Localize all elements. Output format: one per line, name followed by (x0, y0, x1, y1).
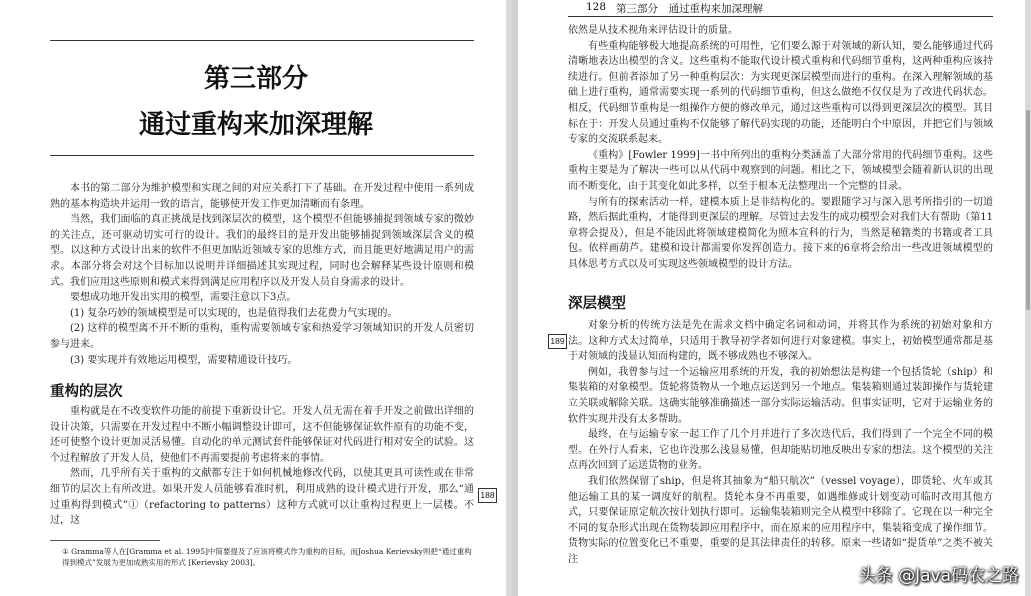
section-heading: 深层模型 (568, 296, 626, 312)
running-head-title: 第三部分 通过重构来加深理解 (616, 3, 763, 15)
right-scrollbar-thumb[interactable] (1026, 110, 1030, 310)
margin-page-marker: 188 (478, 488, 497, 503)
intro-paragraph: 本书的第二部分为维护模型和实现之间的对应关系打下了基础。在开发过程中使用一系列成熟的基本构造块并运用一致的语言，能够使开发工作更加清晰而有条理。 (50, 183, 474, 210)
intro-paragraph: 当然，我们面临的真正挑战是找到深层次的模型，这个模型不但能够捕捉到领域专家的微妙的关注点，还可驱动切实可行的设计。我们的最终目的是开发出能够捕捉到领域深层含义的模型。以这种方式设计出来的软件不但更加贴近领域专家的思维方式，而且能更好地满足用户的需求。本部分将会对这个目标加以说明并详细描述其实现过程，同时也会解释某些设计原则和模式。我们应用这些原则和模式来得到满足应用程序以及开发人员自身需求的设计。 (50, 214, 474, 288)
body-paragraph: 对象分析的传统方法是先在需求文档中确定名词和动词，并将其作为系统的初始对象和方法。这种方式太过简单，只适用于教导初学者如何进行对象建模。事实上，初始模型通常都是基于对领域的浅显认知而构建的，既不够成熟也不够深入。 (568, 320, 993, 363)
title-rule (50, 155, 474, 156)
part-label: 第三部分 (203, 64, 308, 94)
section-paragraph: 重构就是在不改变软件功能的前提下重新设计它。开发人员无需在着手开发之前做出详细的设计决策，只需要在开发过程中不断小幅调整设计即可，这不但能够保证软件原有的功能不变，还可使整个设计更加灵活易懂。自动化的单元测试套件能够保证对代码进行相对安全的试验。这个过程解放了开发人员，使他们不再需要提前考虑将来的事情。 (50, 406, 474, 464)
body-paragraph: 《重构》[Fowler 1999]一书中所列出的重构分类涵盖了大部分常用的代码细节重构。这些重构主要是为了解决一些可以从代码中观察到的问题。相比之下，领域模型会随着新认识的出现而不断变化，由于其变化如此多样，以至于根本无法整理出一个完整的目录。 (568, 149, 993, 192)
section-paragraph: 然而，几乎所有关于重构的文献都专注于如何机械地修改代码，以使其更具可读性或在非常细节的层次上有所改进。如果开发人员能够看准时机，利用成熟的设计模式进行开发，那么“通过重构得到模式”①（refactoring to patterns）这种方式就可以让重构过程更上一层楼。不过，这 (50, 468, 474, 527)
right-text-top (568, 23, 993, 273)
list-item: (3) 要实现并有效地运用模型，需要精通设计技巧。 (70, 354, 298, 366)
footnote-rule (50, 540, 160, 541)
list-item: (2) 这样的模型离不开不断的重构，重构需要领域专家和热爱学习领域知识的开发人员密切参与进来。 (50, 323, 474, 350)
intro-text (50, 181, 474, 368)
running-head-number: 128 (586, 1, 607, 13)
body-paragraph: 有些重构能够极大地提高系统的可用性，它们要么源于对领域的新认知，要么能够通过代码清晰地表达出模型的含义。这些重构不能取代设计模式重构和代码细节重构，这两种重构应该持续进行。但前者添加了另一种重构层次：为实现更深层模型而进行的重构。在深入理解领域的基础上进行重构，通常需要实现一系列的代码细节重构，但这么做绝不仅仅是为了改进代码状态。相反，代码细节重构是一组操作方便的修改单元，通过这些重构可以得到更深层次的模型。其目标在于：开发人员通过重构不仅能够了解代码实现的功能，还能明白个中原因，并把它们与领域专家的交流联系起来。 (568, 40, 993, 146)
footnote: ① Gramma等人在[Gramma et al. 1995]中简要提及了应该将模式作为重构的目标，而Joshua Kerievsky则把“通过重构得到模式”发展为更加成熟实用的形式 [Kerievsky 2003]。 (62, 547, 472, 567)
watermark: 头条 @Java码农之路 (858, 566, 1019, 586)
part-title: 通过重构来加深理解 (138, 110, 373, 140)
margin-page-marker: 189 (548, 334, 567, 349)
intro-paragraph: 要想成功地开发出实用的模型，需要注意以下3点。 (70, 292, 297, 304)
right-page (518, 0, 1031, 596)
section-text (50, 404, 474, 529)
list-item: (1) 复杂巧妙的领域模型是可以实现的，也是值得我们去花费力气实现的。 (70, 307, 398, 319)
left-page (0, 0, 512, 596)
body-paragraph: 与所有的探索活动一样，建模本质上是非结构化的。要跟随学习与深入思考所指引的一切道路，然后据此重构，才能得到更深层的理解。尽管过去发生的成功模型会对我们大有帮助（第11章将会提及），但是不能因此将领域建模简化为照本宣科的行为，当然是秘籍类的书籍或者工具包。依样画葫芦。建模和设计都需要你发挥创造力。接下来的6章将会给出一些改进领域模型的具体思考方式以及可实现这些领域模型的设计方法。 (568, 196, 993, 270)
body-paragraph: 依然是从技术视角来评估设计的质量。 (568, 25, 738, 36)
right-text-bottom (568, 318, 993, 568)
top-rule (50, 40, 474, 41)
running-head-rule (568, 16, 993, 17)
body-paragraph: 例如，我曾参与过一个运输应用系统的开发，我的初始想法是构建一个包括货轮（ship）和集装箱的对象模型。货轮将货物从一个地点运送到另一个地点。集装箱则通过装卸操作与货轮建立关联或解除关联。这确实能够准确描述一部分实际运输活动。但事实证明，它对于运输业务的软件实现并没有太多帮助。 (568, 366, 993, 425)
section-heading: 重构的层次 (50, 384, 123, 400)
body-paragraph: 最终，在与运输专家一起工作了几个月并进行了多次迭代后，我们得到了一个完全不同的模型。在外行人看来，它也许没那么浅显易懂，但却能贴切地反映出专家的想法。这个模型的关注点再次回到了运送货物的业务。 (568, 429, 993, 472)
body-paragraph: 我们依然保留了ship，但是将其抽象为“船只航次”（vessel voyage），即货轮、火车或其他运输工具的某一调度好的航程。货轮本身不再重要，如遇维修或计划变动可临时改用其他方式，只要保证原定航次按计划执行即可。运输集装箱则完全从模型中移除了。它现在以一种完全不同的复杂形式出现在货物装卸应用程序中，而在原来的应用程序中，集装箱变成了操作细节。货物实际的位置变化已不重要，重要的是其法律责任的转移。原来一些诸如“提货单”之类不被关注 (568, 475, 993, 565)
